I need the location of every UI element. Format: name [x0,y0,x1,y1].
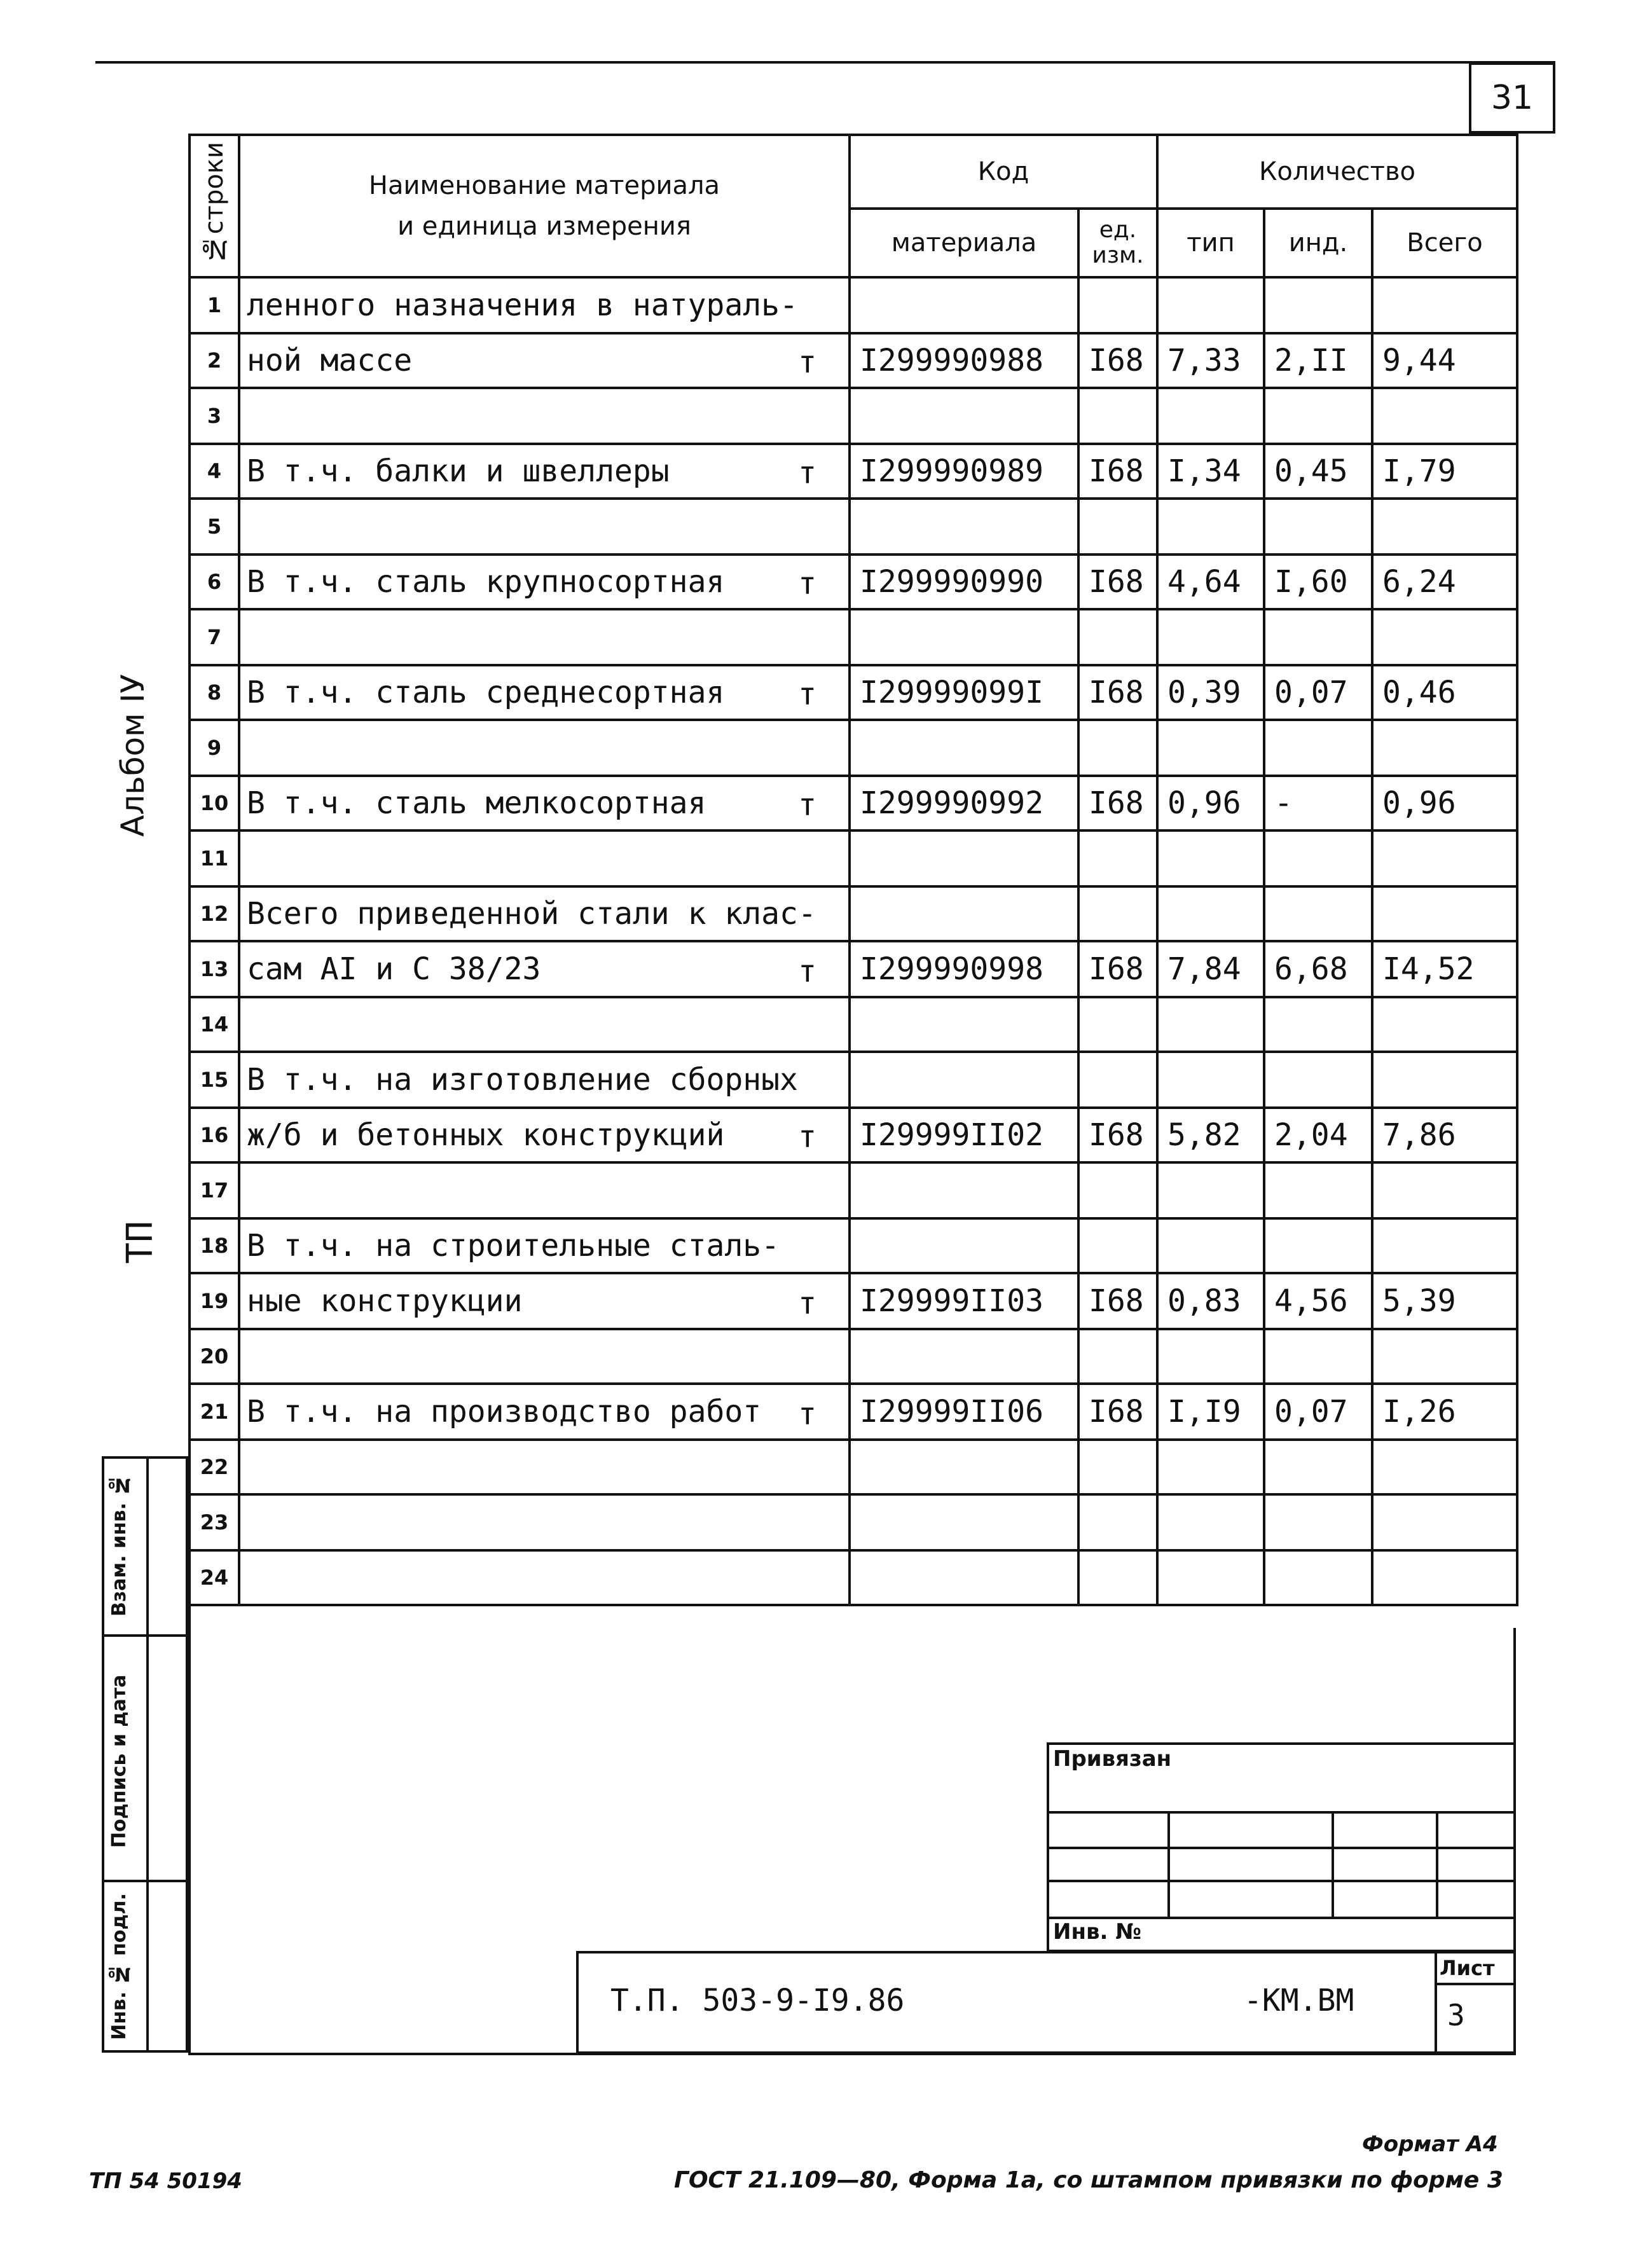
name-header: Наименование материала и единица измерения [239,135,850,277]
unit-code: I68 [1078,555,1157,609]
material-unit: т [798,677,816,712]
row-number: 9 [189,720,239,776]
material-code [850,499,1078,555]
material-code [850,1162,1078,1218]
quantity-header: Количество [1157,135,1517,209]
quantity-ind: 2,II [1264,333,1372,388]
material-name [239,388,850,444]
quantity-ind [1264,720,1372,776]
material-name-text: В т.ч. сталь крупносортная [247,564,725,600]
material-name [239,444,850,499]
quantity-ind [1264,886,1372,941]
quantity-ind: 2,04 [1264,1108,1372,1162]
quantity-ind: 0,07 [1264,1384,1372,1440]
privyazan-col-3 [1436,1811,1438,1917]
table-row [189,1108,1517,1162]
unit-code [1078,609,1157,665]
material-name [239,1440,850,1494]
row-number: 4 [189,444,239,499]
quantity-ind: 4,56 [1264,1273,1372,1329]
material-code [850,388,1078,444]
material-name [239,1384,850,1440]
material-code: I29999II03 [850,1273,1078,1329]
material-name [239,555,850,609]
table-row [189,720,1517,776]
code-header: Код [850,135,1157,209]
quantity-total [1372,609,1517,665]
table-row [189,1162,1517,1218]
row-number: 14 [189,997,239,1052]
inv-no-label: Инв. № [1053,1919,1142,1945]
table-row [189,1550,1517,1605]
quantity-type: 0,96 [1157,776,1264,830]
row-number: 22 [189,1440,239,1494]
privyazan-line-3 [1047,1880,1516,1882]
privyazan-label: Привязан [1053,1746,1172,1772]
table-row [189,333,1517,388]
material-code [850,997,1078,1052]
footer-gost: ГОСТ 21.109—80, Форма 1а, со штампом привязки по форме 3 [674,2167,1503,2193]
quantity-type [1157,609,1264,665]
quantity-total: 0,96 [1372,776,1517,830]
tp-label: ТП [120,1221,161,1264]
table-row [189,1494,1517,1550]
quantity-type [1157,1162,1264,1218]
unit-code [1078,1494,1157,1550]
podpis-data-label: Подпись и дата [108,1674,130,1849]
material-code [850,1052,1078,1108]
format-label: Формат А4 [1362,2132,1498,2157]
material-code: I29999II06 [850,1384,1078,1440]
material-name [239,1108,850,1162]
privyazan-line-1 [1047,1811,1516,1814]
table-row [189,997,1517,1052]
quantity-total [1372,388,1517,444]
material-name-text: Всего приведенной стали к клас- [247,896,816,932]
material-subheader: материала [850,209,1078,277]
unit-code [1078,997,1157,1052]
row-number: 21 [189,1384,239,1440]
material-name [239,886,850,941]
row-number: 7 [189,609,239,665]
row-number: 17 [189,1162,239,1218]
unit-code: I68 [1078,941,1157,997]
table-row [189,1329,1517,1384]
table-body [189,277,1517,1605]
quantity-total: 7,86 [1372,1108,1517,1162]
unit-code: I68 [1078,1273,1157,1329]
sheet-box-line [1435,1983,1516,1985]
unit-code [1078,1550,1157,1605]
material-code [850,830,1078,886]
row-number: 20 [189,1329,239,1384]
quantity-type: 4,64 [1157,555,1264,609]
material-name [239,1052,850,1108]
table-row [189,388,1517,444]
quantity-total: 5,39 [1372,1273,1517,1329]
material-unit: т [798,954,816,989]
material-name [239,1162,850,1218]
table-row [189,609,1517,665]
material-name-text: ные конструкции [247,1283,523,1319]
unit-code [1078,1218,1157,1273]
unit-code [1078,1329,1157,1384]
material-unit: т [798,345,816,380]
quantity-ind [1264,1440,1372,1494]
table-row [189,1052,1517,1108]
quantity-total: 9,44 [1372,333,1517,388]
unit-code: I68 [1078,1108,1157,1162]
ind-subheader: инд. [1264,209,1372,277]
unit-code [1078,277,1157,333]
material-name-text: ной массе [247,343,413,378]
rows-header: №строки [189,135,239,277]
quantity-total [1372,499,1517,555]
table-row [189,555,1517,609]
unit-code [1078,1162,1157,1218]
material-name [239,277,850,333]
material-unit: т [798,566,816,602]
row-number: 24 [189,1550,239,1605]
material-name [239,333,850,388]
top-border-line [95,61,1555,64]
material-name-text: В т.ч. сталь мелкосортная [247,785,706,821]
unit-subheader: ед. изм. [1078,209,1157,277]
material-code: I299990989 [850,444,1078,499]
quantity-type: 0,83 [1157,1273,1264,1329]
material-code [850,1329,1078,1384]
sheet-value: 3 [1447,1998,1465,2032]
unit-code: I68 [1078,776,1157,830]
quantity-type [1157,1550,1264,1605]
quantity-type: I,I9 [1157,1384,1264,1440]
quantity-ind [1264,499,1372,555]
material-name-text: В т.ч. на строительные сталь- [247,1228,780,1264]
material-code: I299990992 [850,776,1078,830]
quantity-total: I4,52 [1372,941,1517,997]
quantity-total [1372,277,1517,333]
table-row [189,1384,1517,1440]
quantity-total: I,79 [1372,444,1517,499]
row-number: 5 [189,499,239,555]
material-code [850,277,1078,333]
table-row [189,444,1517,499]
quantity-total [1372,997,1517,1052]
material-unit: т [798,1396,816,1432]
left-stamp-line-2 [102,1880,188,1882]
album-label: Альбом IУ [114,674,151,837]
footer-code: ТП 54 50194 [89,2168,242,2194]
material-code [850,720,1078,776]
quantity-ind [1264,1494,1372,1550]
material-unit: т [798,787,816,823]
material-name [239,1550,850,1605]
quantity-total: 0,46 [1372,665,1517,720]
unit-code [1078,1052,1157,1108]
quantity-ind [1264,1218,1372,1273]
material-name [239,499,850,555]
quantity-total [1372,1218,1517,1273]
material-code [850,1440,1078,1494]
unit-code: I68 [1078,1384,1157,1440]
row-number: 15 [189,1052,239,1108]
material-name-text: В т.ч. на производство работ [247,1394,762,1430]
quantity-ind [1264,997,1372,1052]
quantity-type [1157,388,1264,444]
left-stamp-divider [146,1456,149,2053]
quantity-total [1372,1162,1517,1218]
quantity-ind [1264,1052,1372,1108]
quantity-type [1157,720,1264,776]
material-code [850,1218,1078,1273]
quantity-ind: 0,45 [1264,444,1372,499]
table-row [189,776,1517,830]
quantity-type [1157,1494,1264,1550]
quantity-type: 5,82 [1157,1108,1264,1162]
inv-podl-label: Инв. № подл. [108,1892,130,2040]
privyazan-col-2 [1332,1811,1334,1917]
quantity-ind [1264,277,1372,333]
table-row [189,830,1517,886]
material-name-text: ленного назначения в натураль- [247,287,798,323]
table-row [189,499,1517,555]
material-name-text: В т.ч. сталь среднесортная [247,675,725,710]
material-name-text: сам AI и C 38/23 [247,951,541,987]
material-name [239,665,850,720]
doc-code: Т.П. 503-9-I9.86 [610,1983,905,2018]
material-name [239,720,850,776]
unit-code: I68 [1078,665,1157,720]
row-number: 13 [189,941,239,997]
quantity-ind: - [1264,776,1372,830]
row-number: 23 [189,1494,239,1550]
unit-code [1078,720,1157,776]
quantity-type: 7,84 [1157,941,1264,997]
unit-code [1078,499,1157,555]
quantity-type [1157,499,1264,555]
quantity-total: I,26 [1372,1384,1517,1440]
table-row [189,1273,1517,1329]
quantity-type: 0,39 [1157,665,1264,720]
table-row [189,665,1517,720]
material-name [239,1494,850,1550]
row-number: 1 [189,277,239,333]
material-name [239,1329,850,1384]
quantity-total [1372,886,1517,941]
row-number: 10 [189,776,239,830]
row-number: 18 [189,1218,239,1273]
quantity-total [1372,720,1517,776]
material-name-text: В т.ч. на изготовление сборных [247,1062,798,1098]
material-code [850,886,1078,941]
quantity-type [1157,1218,1264,1273]
quantity-type [1157,1329,1264,1384]
material-name [239,1273,850,1329]
material-name [239,609,850,665]
material-name-text: ж/б и бетонных конструкций [247,1117,725,1153]
privyazan-col-1 [1167,1811,1170,1917]
row-number: 19 [189,1273,239,1329]
sheet-box-divider [1435,1952,1437,2053]
quantity-type [1157,1440,1264,1494]
quantity-ind [1264,1329,1372,1384]
type-subheader: тип [1157,209,1264,277]
material-code [850,1550,1078,1605]
material-spec-table [188,134,1518,1606]
unit-code [1078,830,1157,886]
total-subheader: Всего [1372,209,1517,277]
material-code: I29999II02 [850,1108,1078,1162]
quantity-total [1372,1550,1517,1605]
unit-code: I68 [1078,444,1157,499]
left-stamp-line-1 [102,1634,188,1637]
material-code: I299990990 [850,555,1078,609]
material-name [239,776,850,830]
material-unit: т [798,1119,816,1155]
quantity-type [1157,1052,1264,1108]
quantity-total [1372,1052,1517,1108]
unit-code: I68 [1078,333,1157,388]
row-number: 12 [189,886,239,941]
quantity-total [1372,1440,1517,1494]
quantity-ind [1264,388,1372,444]
quantity-total [1372,830,1517,886]
quantity-ind: 0,07 [1264,665,1372,720]
row-number: 8 [189,665,239,720]
row-number: 2 [189,333,239,388]
table-row [189,886,1517,941]
table-row [189,941,1517,997]
quantity-type [1157,997,1264,1052]
material-name [239,997,850,1052]
material-name-text: В т.ч. балки и швеллеры [247,453,670,489]
row-number: 11 [189,830,239,886]
quantity-ind [1264,1162,1372,1218]
material-code [850,609,1078,665]
unit-code [1078,388,1157,444]
unit-code [1078,886,1157,941]
row-number: 16 [189,1108,239,1162]
doc-suffix: -КМ.ВМ [1244,1983,1354,2018]
material-name [239,1218,850,1273]
material-code: I29999099I [850,665,1078,720]
sheet-number: 31 [1469,62,1555,134]
material-unit: т [798,455,816,491]
table-row [189,277,1517,333]
quantity-ind [1264,609,1372,665]
quantity-type: I,34 [1157,444,1264,499]
quantity-type: 7,33 [1157,333,1264,388]
quantity-total: 6,24 [1372,555,1517,609]
material-name [239,830,850,886]
quantity-ind: 6,68 [1264,941,1372,997]
row-number: 6 [189,555,239,609]
quantity-ind: I,60 [1264,555,1372,609]
quantity-type [1157,886,1264,941]
quantity-ind [1264,1550,1372,1605]
material-unit: т [798,1286,816,1321]
vzam-inv-label: Взам. инв. № [108,1473,130,1617]
row-number: 3 [189,388,239,444]
quantity-total [1372,1329,1517,1384]
material-code: I299990998 [850,941,1078,997]
material-code [850,1494,1078,1550]
quantity-total [1372,1494,1517,1550]
privyazan-line-2 [1047,1847,1516,1849]
quantity-type [1157,277,1264,333]
quantity-ind [1264,830,1372,886]
table-row [189,1440,1517,1494]
table-row [189,1218,1517,1273]
sheet-label: Лист [1440,1956,1495,1980]
quantity-type [1157,830,1264,886]
unit-code [1078,1440,1157,1494]
material-name [239,941,850,997]
material-code: I299990988 [850,333,1078,388]
